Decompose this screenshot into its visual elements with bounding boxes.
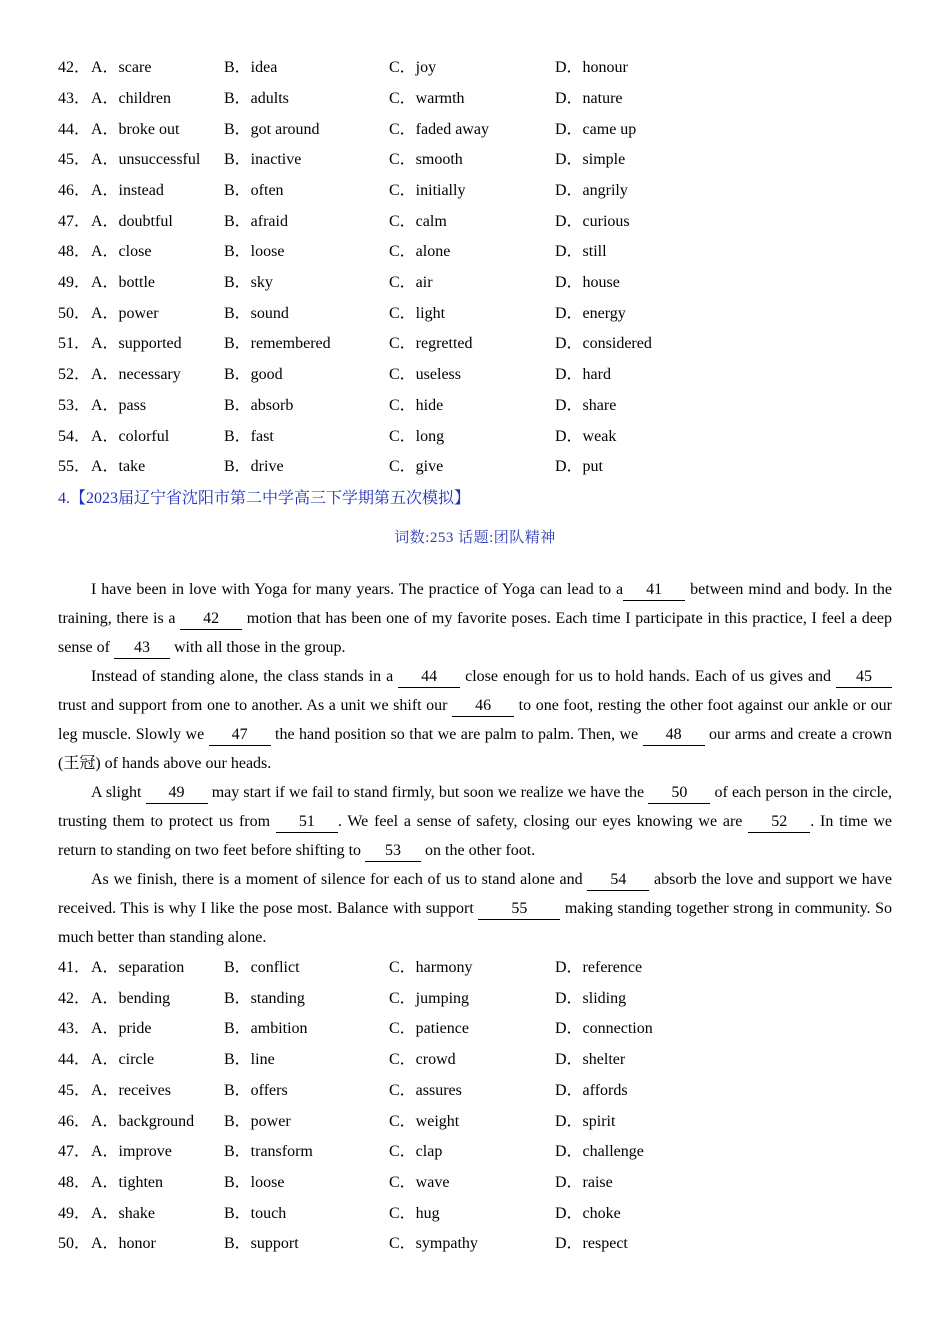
option-row bbox=[58, 301, 898, 327]
option-row bbox=[58, 239, 898, 265]
question-number: 47． bbox=[58, 1143, 91, 1160]
option-d: D．spirit bbox=[555, 1113, 616, 1130]
option-b: B．afraid bbox=[224, 213, 288, 230]
option-a: A．pass bbox=[91, 397, 147, 414]
option-b: B．got around bbox=[224, 121, 320, 138]
option-c: C．initially bbox=[389, 182, 466, 199]
option-b: B．fast bbox=[224, 428, 274, 445]
option-row bbox=[58, 1201, 898, 1227]
option-d: D．curious bbox=[555, 213, 630, 230]
option-c: C．give bbox=[389, 458, 444, 475]
option-row bbox=[58, 178, 898, 204]
option-b: B．remembered bbox=[224, 335, 331, 352]
option-d: D．honour bbox=[555, 59, 628, 76]
option-b: B．idea bbox=[224, 59, 278, 76]
option-c: C．wave bbox=[389, 1174, 450, 1191]
option-d: D．sliding bbox=[555, 990, 627, 1007]
blank: 44 bbox=[398, 667, 460, 688]
option-b: B．absorb bbox=[224, 397, 294, 414]
option-b: B．adults bbox=[224, 90, 289, 107]
option-d: D．shelter bbox=[555, 1051, 626, 1068]
option-b: B．conflict bbox=[224, 959, 300, 976]
passage-text: on the other foot. bbox=[421, 842, 536, 859]
passage-text: Instead of standing alone, the class stands in a bbox=[91, 668, 399, 685]
option-b: B．drive bbox=[224, 458, 284, 475]
option-a: A．children bbox=[91, 90, 171, 107]
option-c: C．warmth bbox=[389, 90, 465, 107]
option-c: C．joy bbox=[389, 59, 437, 76]
option-d: D．energy bbox=[555, 305, 626, 322]
question-number: 52． bbox=[58, 366, 91, 383]
question-number: 54． bbox=[58, 428, 91, 445]
question-number: 46． bbox=[58, 1113, 91, 1130]
option-a: A．honor bbox=[91, 1235, 156, 1252]
option-a: A．instead bbox=[91, 182, 164, 199]
option-b: B．sky bbox=[224, 274, 273, 291]
question-number: 48． bbox=[58, 1174, 91, 1191]
option-c: C．harmony bbox=[389, 959, 473, 976]
option-b: B．sound bbox=[224, 305, 289, 322]
option-row bbox=[58, 1170, 898, 1196]
option-d: D．considered bbox=[555, 335, 652, 352]
question-number: 53． bbox=[58, 397, 91, 414]
option-c: C．alone bbox=[389, 243, 451, 260]
option-a: A．bending bbox=[91, 990, 171, 1007]
blank: 42 bbox=[180, 609, 242, 630]
passage-text: trust and support from one to another. As a unit we shift our bbox=[58, 697, 453, 714]
option-row bbox=[58, 1078, 898, 1104]
paragraph bbox=[58, 865, 892, 952]
option-b: B．offers bbox=[224, 1082, 288, 1099]
question-number: 42． bbox=[58, 59, 91, 76]
option-b: B．power bbox=[224, 1113, 291, 1130]
question-number: 42． bbox=[58, 990, 91, 1007]
option-row bbox=[58, 1109, 898, 1135]
option-c: C．weight bbox=[389, 1113, 460, 1130]
option-d: D．reference bbox=[555, 959, 643, 976]
section-meta: 词数:253 话题:团队精神 bbox=[394, 530, 556, 546]
option-c: C．calm bbox=[389, 213, 447, 230]
section-source-title: 4.【2023届辽宁省沈阳市第二中学高三下学期第五次模拟】 bbox=[58, 490, 471, 507]
blank: 53 bbox=[365, 841, 421, 862]
blank: 54 bbox=[587, 870, 649, 891]
option-d: D．affords bbox=[555, 1082, 628, 1099]
option-d: D．raise bbox=[555, 1174, 613, 1191]
blank: 48 bbox=[643, 725, 705, 746]
option-row bbox=[58, 362, 898, 388]
option-d: D．hard bbox=[555, 366, 611, 383]
option-a: A．power bbox=[91, 305, 159, 322]
option-c: C．useless bbox=[389, 366, 462, 383]
option-row bbox=[58, 424, 898, 450]
option-c: C．jumping bbox=[389, 990, 470, 1007]
option-a: A．colorful bbox=[91, 428, 170, 445]
passage-text: of each person in the circle, trusting them to protect us from bbox=[58, 784, 893, 830]
option-row bbox=[58, 331, 898, 357]
question-number: 45． bbox=[58, 151, 91, 168]
option-b: B．line bbox=[224, 1051, 275, 1068]
option-row bbox=[58, 454, 898, 480]
option-row bbox=[58, 1231, 898, 1257]
passage-text: I have been in love with Yoga for many years. The practice of Yoga can lead to a bbox=[91, 581, 624, 598]
question-number: 49． bbox=[58, 274, 91, 291]
option-a: A．close bbox=[91, 243, 152, 260]
option-a: A．bottle bbox=[91, 274, 155, 291]
blank: 43 bbox=[114, 638, 170, 659]
option-row bbox=[58, 147, 898, 173]
option-c: C．sympathy bbox=[389, 1235, 478, 1252]
option-a: A．receives bbox=[91, 1082, 171, 1099]
option-b: B．often bbox=[224, 182, 284, 199]
option-d: D．share bbox=[555, 397, 617, 414]
option-row bbox=[58, 1047, 898, 1073]
option-c: C．air bbox=[389, 274, 433, 291]
option-d: D．respect bbox=[555, 1235, 628, 1252]
option-a: A．necessary bbox=[91, 366, 181, 383]
passage-text: close enough for us to hold hands. Each of us gives and bbox=[460, 668, 837, 685]
blank: 46 bbox=[452, 696, 514, 717]
option-row bbox=[58, 55, 898, 81]
question-number: 50． bbox=[58, 305, 91, 322]
option-d: D．put bbox=[555, 458, 604, 475]
option-row bbox=[58, 955, 898, 981]
option-a: A．shake bbox=[91, 1205, 155, 1222]
option-row bbox=[58, 209, 898, 235]
option-b: B．inactive bbox=[224, 151, 302, 168]
option-d: D．angrily bbox=[555, 182, 628, 199]
blank: 45 bbox=[836, 667, 892, 688]
option-d: D．choke bbox=[555, 1205, 621, 1222]
question-number: 41． bbox=[58, 959, 91, 976]
passage-text: to one foot, resting the other foot against our ankle or our leg muscle. Slowly we bbox=[58, 697, 893, 743]
question-number: 43． bbox=[58, 90, 91, 107]
paragraph bbox=[58, 575, 892, 662]
passage-text: . We feel a sense of safety, closing our eyes knowing we are bbox=[337, 813, 749, 830]
option-a: A．supported bbox=[91, 335, 182, 352]
passage-text: making standing together strong in community. So much better than standing alone. bbox=[58, 900, 893, 946]
blank: 49 bbox=[146, 783, 208, 804]
question-number: 49． bbox=[58, 1205, 91, 1222]
blank: 52 bbox=[748, 812, 810, 833]
option-b: B．loose bbox=[224, 243, 285, 260]
cloze-passage bbox=[58, 575, 892, 952]
option-a: A．improve bbox=[91, 1143, 172, 1160]
blank: 47 bbox=[209, 725, 271, 746]
paragraph bbox=[58, 662, 892, 778]
option-d: D．came up bbox=[555, 121, 637, 138]
option-c: C．regretted bbox=[389, 335, 473, 352]
question-number: 48． bbox=[58, 243, 91, 260]
passage-text: with all those in the group. bbox=[169, 639, 346, 656]
option-row bbox=[58, 270, 898, 296]
option-c: C．patience bbox=[389, 1020, 469, 1037]
option-a: A．scare bbox=[91, 59, 152, 76]
option-d: D．challenge bbox=[555, 1143, 644, 1160]
option-b: B．support bbox=[224, 1235, 299, 1252]
option-b: B．loose bbox=[224, 1174, 285, 1191]
option-a: A．separation bbox=[91, 959, 185, 976]
option-c: C．assures bbox=[389, 1082, 462, 1099]
question-number: 51． bbox=[58, 335, 91, 352]
question-number: 44． bbox=[58, 121, 91, 138]
question-number: 43． bbox=[58, 1020, 91, 1037]
passage-text: may start if we fail to stand firmly, but soon we realize we have the bbox=[207, 784, 649, 801]
option-d: D．nature bbox=[555, 90, 623, 107]
question-number: 55． bbox=[58, 458, 91, 475]
option-c: C．faded away bbox=[389, 121, 489, 138]
passage-text: the hand position so that we are palm to palm. Then, we bbox=[270, 726, 643, 743]
option-c: C．light bbox=[389, 305, 446, 322]
question-number: 44． bbox=[58, 1051, 91, 1068]
option-d: D．still bbox=[555, 243, 607, 260]
option-c: C．hide bbox=[389, 397, 444, 414]
option-row bbox=[58, 986, 898, 1012]
option-d: D．weak bbox=[555, 428, 617, 445]
passage-text: between mind and body. In the training, there is a bbox=[58, 581, 892, 627]
option-b: B．standing bbox=[224, 990, 305, 1007]
option-b: B．ambition bbox=[224, 1020, 308, 1037]
option-d: D．house bbox=[555, 274, 620, 291]
option-row bbox=[58, 393, 898, 419]
paragraph bbox=[58, 778, 892, 865]
option-row bbox=[58, 117, 898, 143]
option-d: D．connection bbox=[555, 1020, 653, 1037]
question-number: 47． bbox=[58, 213, 91, 230]
option-a: A．tighten bbox=[91, 1174, 163, 1191]
question-number: 50． bbox=[58, 1235, 91, 1252]
blank: 51 bbox=[276, 812, 338, 833]
passage-text: . In time we return to standing on two feet before shifting to bbox=[58, 813, 893, 859]
option-c: C．long bbox=[389, 428, 445, 445]
option-b: B．good bbox=[224, 366, 283, 383]
option-row bbox=[58, 1139, 898, 1165]
option-c: C．crowd bbox=[389, 1051, 456, 1068]
passage-text: As we finish, there is a moment of silence for each of us to stand alone and bbox=[91, 871, 588, 888]
blank: 50 bbox=[648, 783, 710, 804]
option-c: C．hug bbox=[389, 1205, 440, 1222]
option-b: B．transform bbox=[224, 1143, 313, 1160]
option-a: A．circle bbox=[91, 1051, 155, 1068]
option-row bbox=[58, 1016, 898, 1042]
passage-text: our arms and create a crown (王冠) of hands above our heads. bbox=[58, 726, 893, 772]
option-a: A．broke out bbox=[91, 121, 180, 138]
passage-text: absorb the love and support we have received. This is why I like the pose most. Balance with support bbox=[58, 871, 892, 917]
passage-text: motion that has been one of my favorite poses. Each time I participate in this practice, I feel a deep sense of bbox=[58, 610, 893, 656]
blank: 41 bbox=[623, 580, 685, 601]
option-a: A．unsuccessful bbox=[91, 151, 201, 168]
passage-text: A slight bbox=[91, 784, 146, 801]
option-b: B．touch bbox=[224, 1205, 287, 1222]
question-number: 45． bbox=[58, 1082, 91, 1099]
option-a: A．pride bbox=[91, 1020, 152, 1037]
option-d: D．simple bbox=[555, 151, 626, 168]
blank: 55 bbox=[478, 899, 560, 920]
option-c: C．smooth bbox=[389, 151, 463, 168]
option-row bbox=[58, 86, 898, 112]
question-number: 46． bbox=[58, 182, 91, 199]
option-c: C．clap bbox=[389, 1143, 443, 1160]
option-a: A．background bbox=[91, 1113, 195, 1130]
option-a: A．doubtful bbox=[91, 213, 173, 230]
option-a: A．take bbox=[91, 458, 146, 475]
